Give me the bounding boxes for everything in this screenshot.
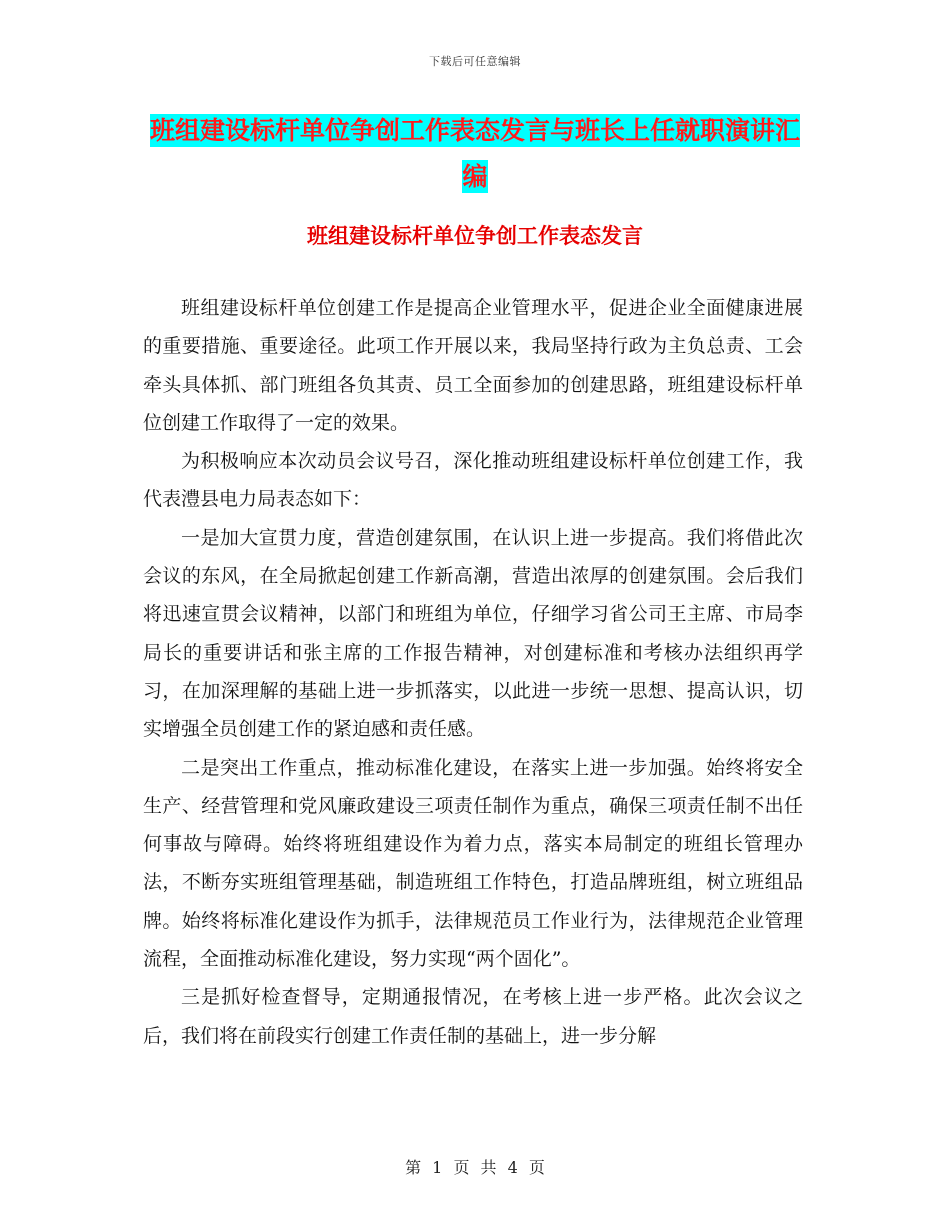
paragraph: 为积极响应本次动员会议号召，深化推动班组建设标杆单位创建工作，我代表澧县电力局表态如下： bbox=[143, 450, 803, 511]
section-title: 班组建设标杆单位争创工作表态发言 bbox=[307, 223, 643, 248]
paragraph: 三是抓好检查督导，定期通报情况，在考核上进一步严格。此次会议之后，我们将在前段实行创建工作责任制的基础上，进一步分解 bbox=[143, 986, 803, 1047]
document-body bbox=[143, 289, 803, 1055]
page-footer: 第 1 页 共 4 页 bbox=[405, 1158, 545, 1177]
paragraph: 一是加大宣贯力度，营造创建氛围，在认识上进一步提高。我们将借此次会议的东风，在全局掀起创建工作新高潮，营造出浓厚的创建氛围。会后我们将迅速宣贯会议精神，以部门和班组为单位，仔细学习省公司王主席、市局李局长的重要讲话和张主席的工作报告精神，对创建标准和考核办法组织再学习，在加深理解的基础上进一步抓落实，以此进一步统一思想、提高认识，切实增强全员创建工作的紧迫感和责任感。 bbox=[143, 526, 803, 741]
header-note: 下载后可任意编辑 bbox=[429, 55, 521, 68]
document-title bbox=[150, 108, 800, 200]
paragraph: 二是突出工作重点，推动标准化建设，在落实上进一步加强。始终将安全生产、经营管理和党风廉政建设三项责任制作为重点，确保三项责任制不出任何事故与障碍。始终将班组建设作为着力点，落实本局制定的班组长管理办法，不断夯实班组管理基础，制造班组工作特色，打造品牌班组，树立班组品牌。始终将标准化建设作为抓手，法律规范员工作业行为，法律规范企业管理流程，全面推动标准化建设，努力实现“两个固化”。 bbox=[143, 756, 803, 971]
paragraph: 班组建设标杆单位创建工作是提高企业管理水平，促进企业全面健康进展的重要措施、重要途径。此项工作开展以来，我局坚持行政为主负总责、工会牵头具体抓、部门班组各负其责、员工全面参加的创建思路，班组建设标杆单位创建工作取得了一定的效果。 bbox=[143, 297, 803, 434]
document-title-text: 班组建设标杆单位争创工作表态发言与班长上任就职演讲汇编 bbox=[150, 116, 801, 191]
